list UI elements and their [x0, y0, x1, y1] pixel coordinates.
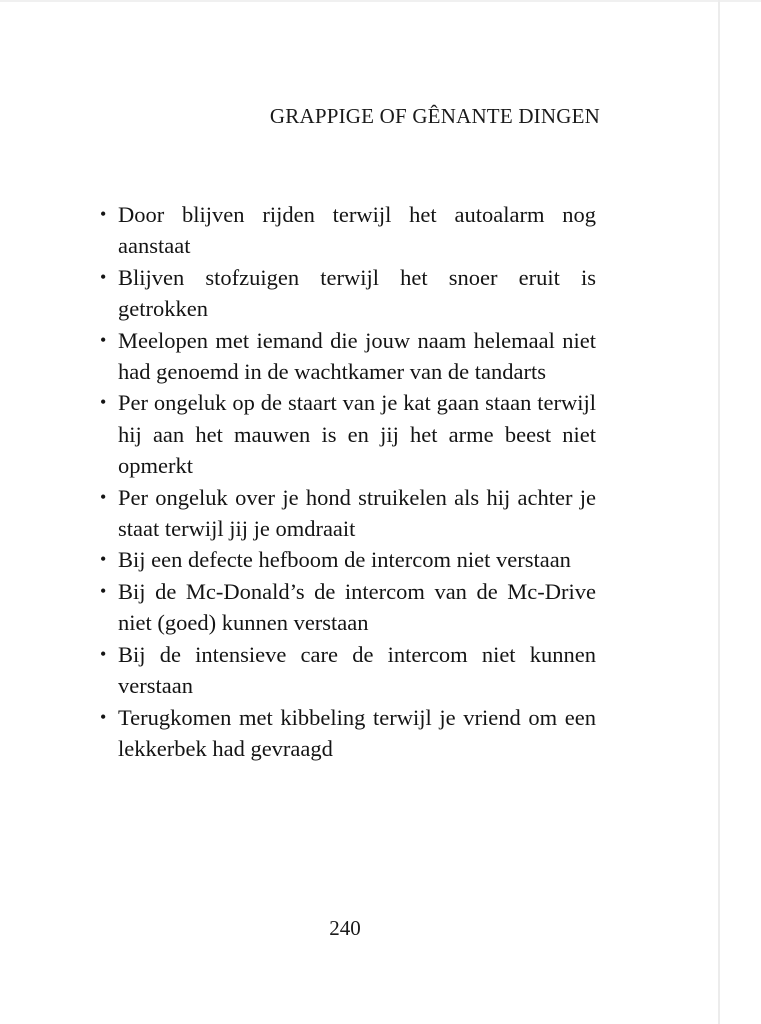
list-item-text: Blijven stofzuigen terwijl het snoer eruit is getrokken: [118, 264, 596, 322]
bullet-icon: •: [100, 706, 107, 727]
page-number: 240: [329, 916, 361, 940]
list-item-text: Per ongeluk over je hond struikelen als hij achter je staat terwijl jij je omdraait: [118, 484, 596, 542]
bullet-icon: •: [100, 392, 107, 413]
page-edge-divider: [718, 0, 720, 1024]
list-item-text: Meelopen met iemand die jouw naam helemaal niet had genoemd in de wachtkamer van de tandarts: [118, 327, 596, 385]
list-item: [100, 387, 596, 481]
bullet-icon: •: [100, 329, 107, 350]
top-edge-divider: [0, 0, 761, 2]
bullet-icon: •: [100, 643, 107, 664]
list-item: [100, 199, 596, 262]
list-item: [100, 576, 596, 639]
bullet-icon: •: [100, 549, 107, 570]
list-item-text: Per ongeluk op de staart van je kat gaan staan terwijl hij aan het mauwen is en jij het arme beest niet opmerkt: [118, 390, 596, 479]
list-item: [100, 639, 596, 702]
list-item: [100, 325, 596, 388]
list-item: [100, 262, 596, 325]
bullet-icon: •: [100, 486, 107, 507]
bullet-icon: •: [100, 204, 107, 224]
list-item-text: Terugkomen met kibbeling terwijl je vriend om een lekkerbek had gevraagd: [118, 704, 596, 761]
bullet-icon: •: [100, 266, 107, 287]
list-item-text: Bij de intensieve care de intercom niet kunnen verstaan: [118, 641, 596, 699]
bullet-icon: •: [100, 580, 107, 601]
list-item: [100, 544, 596, 575]
list-item-text: Bij de Mc-Donald’s de intercom van de Mc-Drive niet (goed) kunnen verstaan: [118, 578, 596, 636]
list-item: [100, 482, 596, 545]
list-item-text: Door blijven rijden terwijl het autoalarm nog aanstaat: [118, 202, 596, 259]
list-item-text: Bij een defecte hefboom de intercom niet verstaan: [118, 547, 571, 573]
running-head: GRAPPIGE OF GÊNANTE DINGEN: [269, 104, 600, 128]
list-item: [100, 702, 596, 765]
bullet-list: [100, 199, 596, 764]
